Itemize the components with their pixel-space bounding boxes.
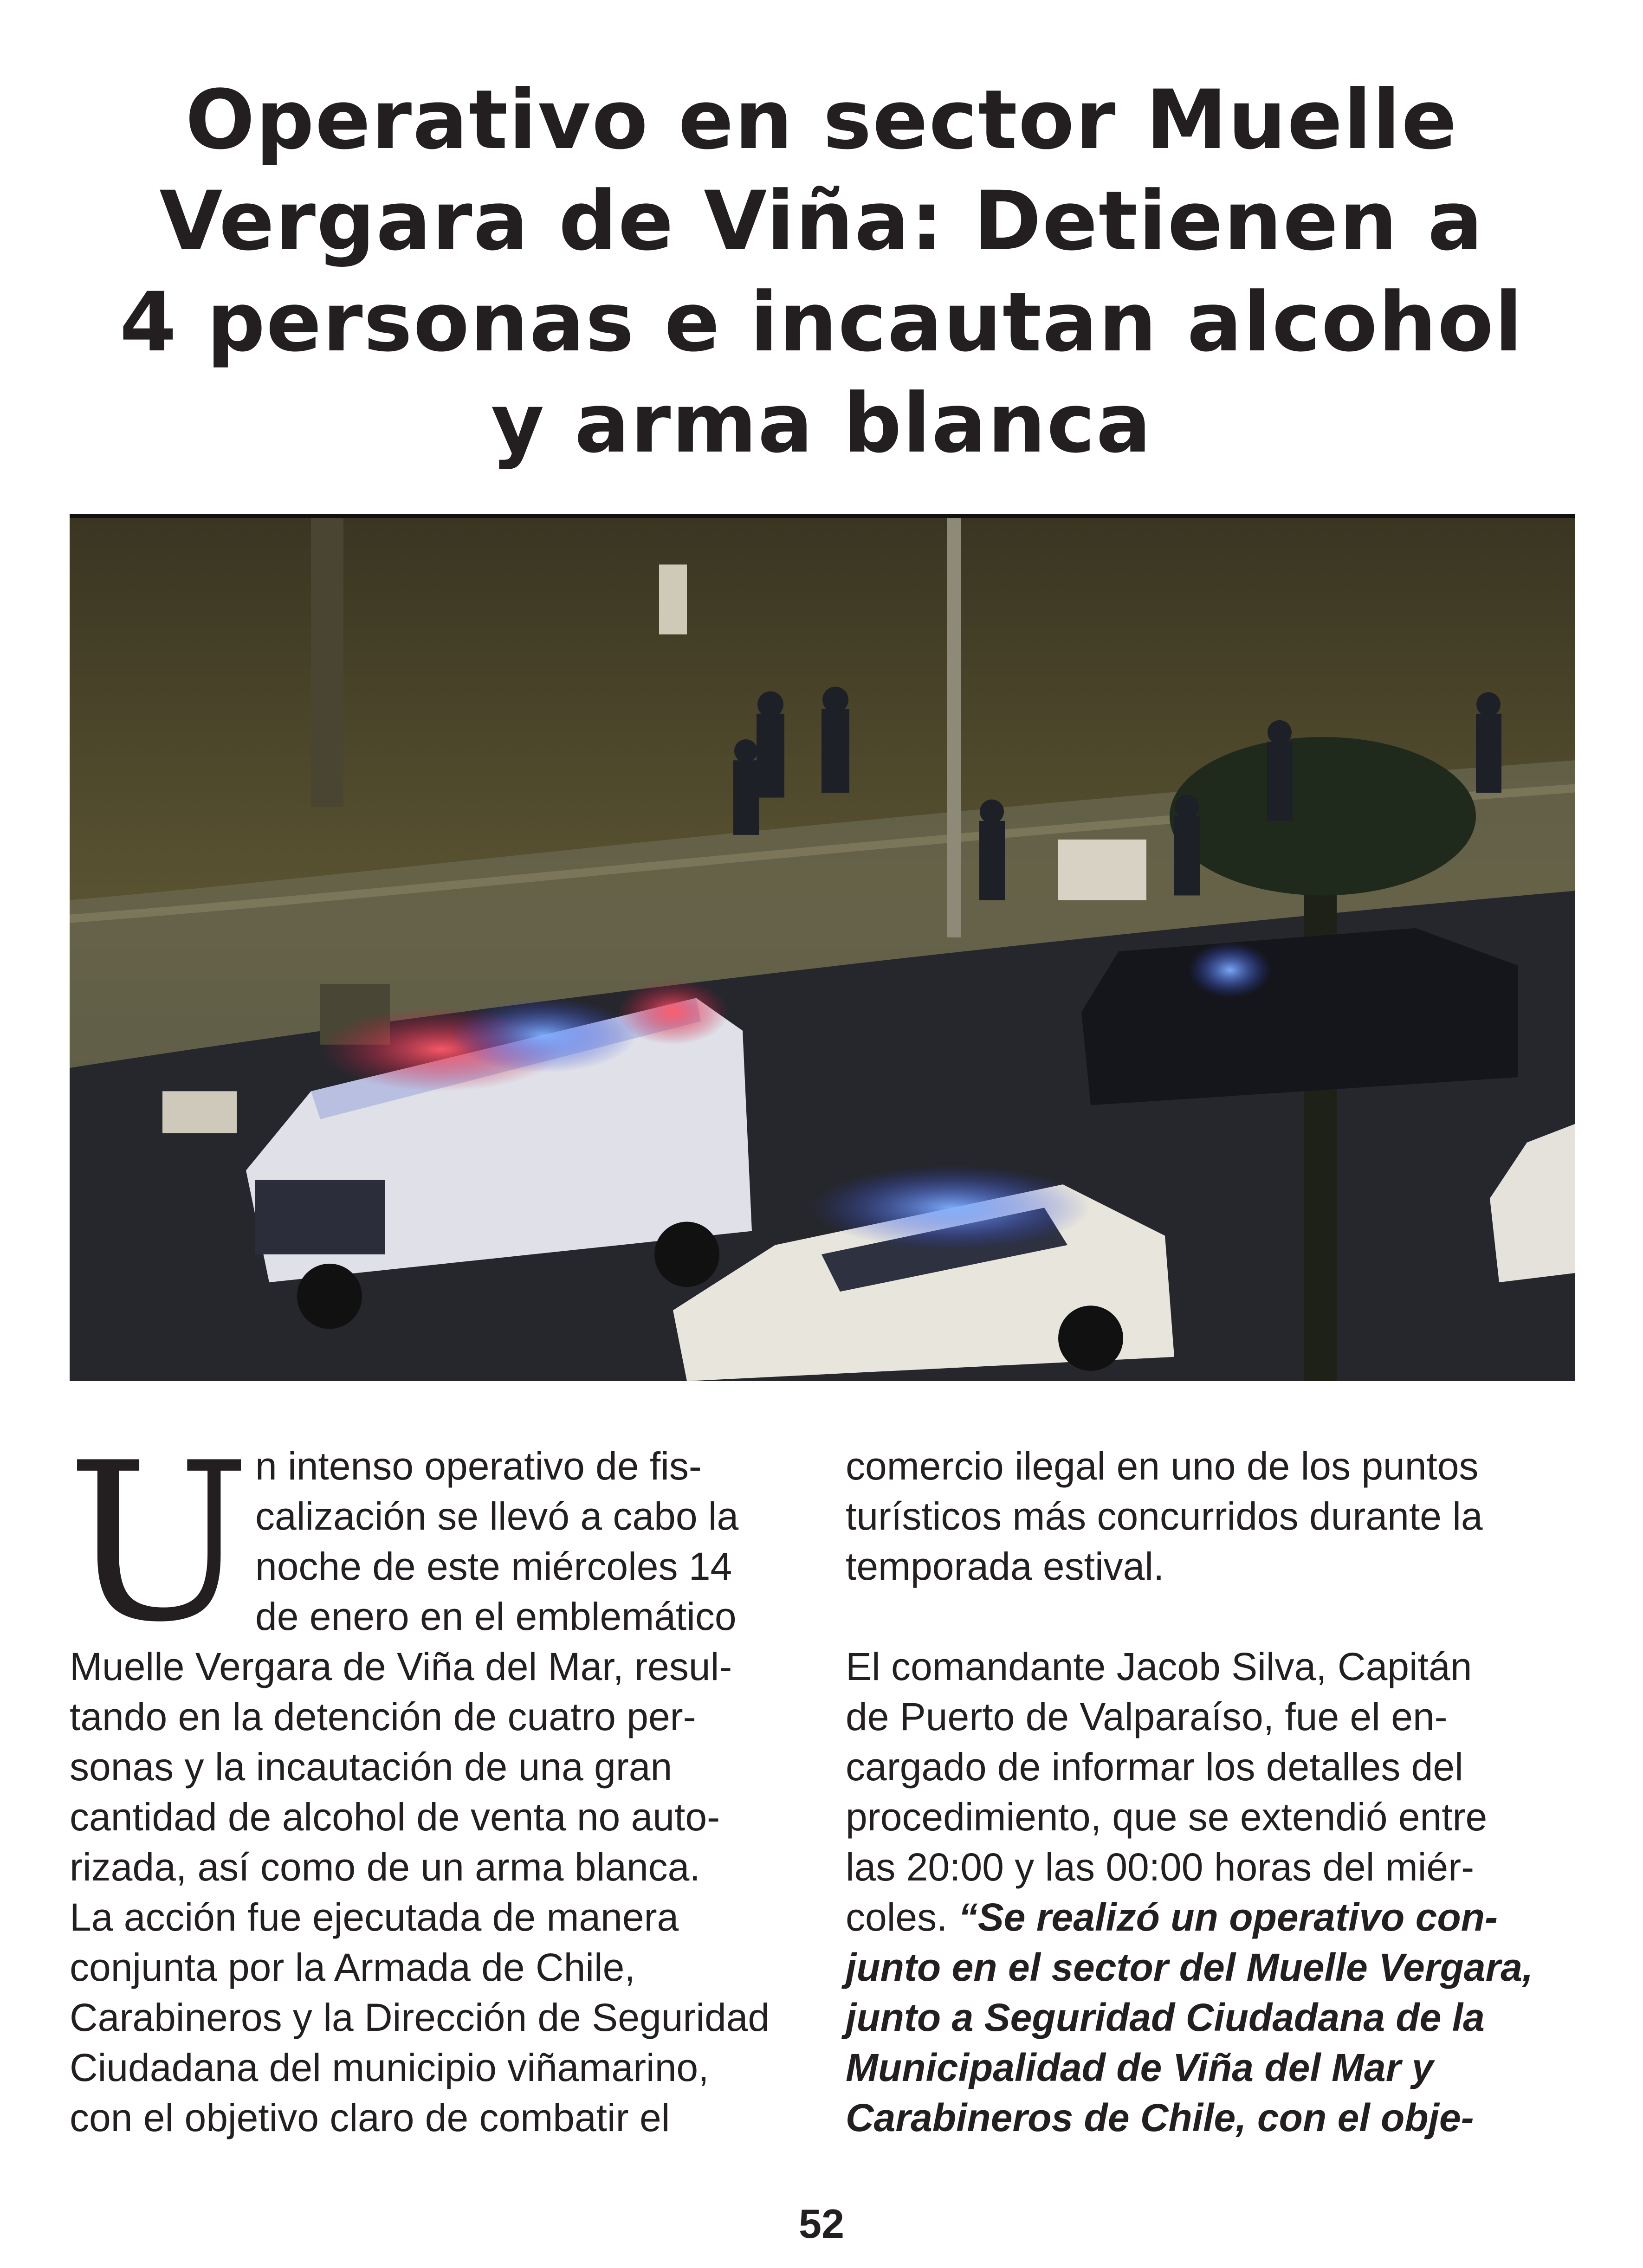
body-line: Ciudadana del municipio viñamarino, xyxy=(70,2046,709,2089)
headline-line: Vergara de Viña: Detienen a xyxy=(159,174,1484,269)
quote-line: junto a Seguridad Ciudadana de la xyxy=(846,1996,1485,2039)
body-line: con el objetivo claro de combatir el xyxy=(70,2096,670,2139)
body-line: tando en la detención de cuatro per- xyxy=(70,1695,696,1738)
body-line: sonas y la incautación de una gran xyxy=(70,1745,673,1789)
article-column-2 xyxy=(846,1441,1570,2143)
body-line: Muelle Vergara de Viña del Mar, resul- xyxy=(70,1645,732,1688)
body-line: La acción fue ejecutada de manera xyxy=(70,1895,679,1939)
body-line: cargado de informar los detalles del xyxy=(846,1745,1463,1789)
quote-line: junto en el sector del Muelle Vergara, xyxy=(846,1945,1533,1989)
body-line: cantidad de alcohol de venta no auto- xyxy=(70,1795,720,1839)
body-line: noche de este miércoles 14 xyxy=(255,1544,732,1588)
body-line: turísticos más concurridos durante la xyxy=(846,1494,1483,1538)
page-number: 52 xyxy=(799,2201,844,2247)
body-line: calización se llevó a cabo la xyxy=(255,1494,739,1538)
body-line xyxy=(846,1892,1570,1942)
body-text: coles. xyxy=(846,1895,958,1939)
body-line: temporada estival. xyxy=(846,1544,1164,1588)
body-line: El comandante Jacob Silva, Capitán xyxy=(846,1645,1472,1688)
night-police-operation-photo xyxy=(70,518,1575,1381)
body-line: comercio ilegal en uno de los puntos xyxy=(846,1444,1479,1488)
quote-line: Municipalidad de Viña del Mar y xyxy=(846,2046,1434,2089)
article-column-1 xyxy=(67,1416,784,2143)
body-line: de Puerto de Valparaíso, fue el en- xyxy=(846,1695,1448,1738)
body-line: procedimiento, que se extendió entre xyxy=(846,1795,1488,1839)
body-line: rizada, así como de un arma blanca. xyxy=(70,1845,700,1889)
quote-text: “Se realizó un operativo con- xyxy=(958,1895,1498,1939)
headline-line: Operativo en sector Muelle xyxy=(185,72,1458,168)
body-line: las 20:00 y las 00:00 horas del miér- xyxy=(846,1845,1475,1889)
body-line: Carabineros y la Dirección de Seguridad xyxy=(70,1996,770,2039)
drop-cap: U xyxy=(67,1416,251,1670)
paragraph-gap xyxy=(846,1591,1570,1641)
headline-line: 4 personas e incautan alcohol xyxy=(119,275,1524,370)
headline xyxy=(70,70,1573,474)
quote-line: Carabineros de Chile, con el obje- xyxy=(846,2096,1474,2139)
headline-line: y arma blanca xyxy=(491,376,1152,471)
body-line: n intenso operativo de fis- xyxy=(255,1444,702,1488)
article-photo xyxy=(70,514,1575,1381)
body-line: de enero en el emblemático xyxy=(255,1595,737,1638)
body-line: conjunta por la Armada de Chile, xyxy=(70,1945,635,1989)
